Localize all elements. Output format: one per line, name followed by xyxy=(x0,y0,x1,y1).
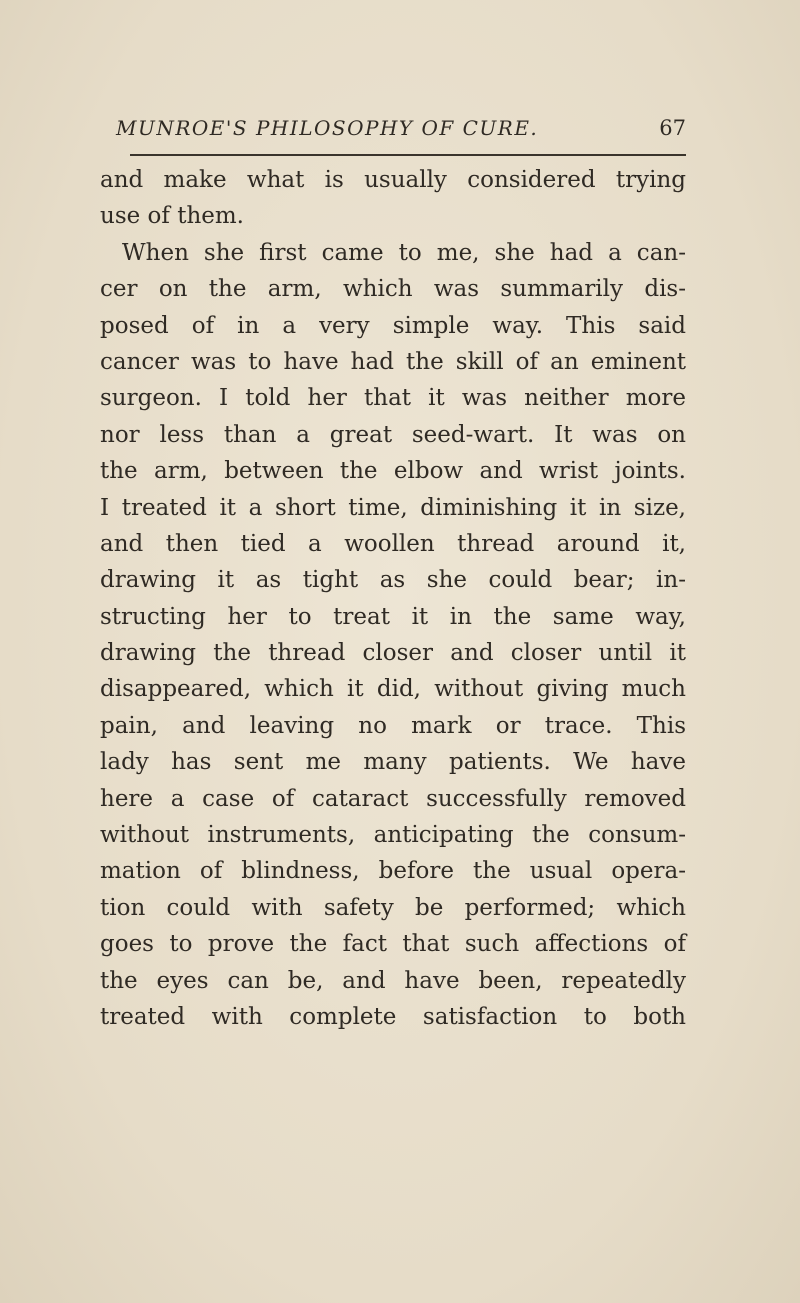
text-line: the eyes can be, and have been, repeatedly xyxy=(100,967,686,994)
text-line: posed of in a very simple way. This said xyxy=(100,312,686,339)
text-line: pain, and leaving no mark or trace. This xyxy=(100,712,686,739)
text-line: use of them. xyxy=(100,203,244,230)
text-line: drawing the thread closer and closer until it xyxy=(100,640,686,667)
body-text xyxy=(100,162,686,1035)
text-line: treated with complete satisfaction to both xyxy=(100,1003,686,1030)
text-line: mation of blindness, before the usual opera- xyxy=(100,858,686,885)
text-line: the arm, between the elbow and wrist joints. xyxy=(100,458,686,485)
text-line: I treated it a short time, diminishing it in size, xyxy=(100,494,686,521)
text-line: here a case of cataract successfully removed xyxy=(100,785,686,812)
text-line: disappeared, which it did, without giving much xyxy=(100,676,686,703)
page-number: 67 xyxy=(659,116,686,140)
text-line: lady has sent me many patients. We have xyxy=(100,749,686,776)
text-line: When she first came to me, she had a can- xyxy=(122,239,686,266)
text-line: tion could with safety be performed; which xyxy=(100,894,686,921)
page-header xyxy=(100,116,686,148)
text-line: without instruments, anticipating the consum- xyxy=(100,822,686,849)
text-line: and then tied a woollen thread around it, xyxy=(100,530,686,557)
header-rule xyxy=(130,154,686,156)
text-line: cer on the arm, which was summarily dis- xyxy=(100,276,686,303)
text-line: structing her to treat it in the same way, xyxy=(100,603,686,630)
text-line: drawing it as tight as she could bear; in- xyxy=(100,567,686,594)
running-title: MUNROE'S PHILOSOPHY OF CURE. xyxy=(116,116,539,140)
text-line: cancer was to have had the skill of an eminent xyxy=(100,348,686,375)
text-line: surgeon. I told her that it was neither more xyxy=(100,385,686,412)
text-line: nor less than a great seed-wart. It was on xyxy=(100,421,686,448)
text-line: goes to prove the fact that such affections of xyxy=(100,931,686,958)
text-line: and make what is usually considered trying xyxy=(100,167,686,193)
